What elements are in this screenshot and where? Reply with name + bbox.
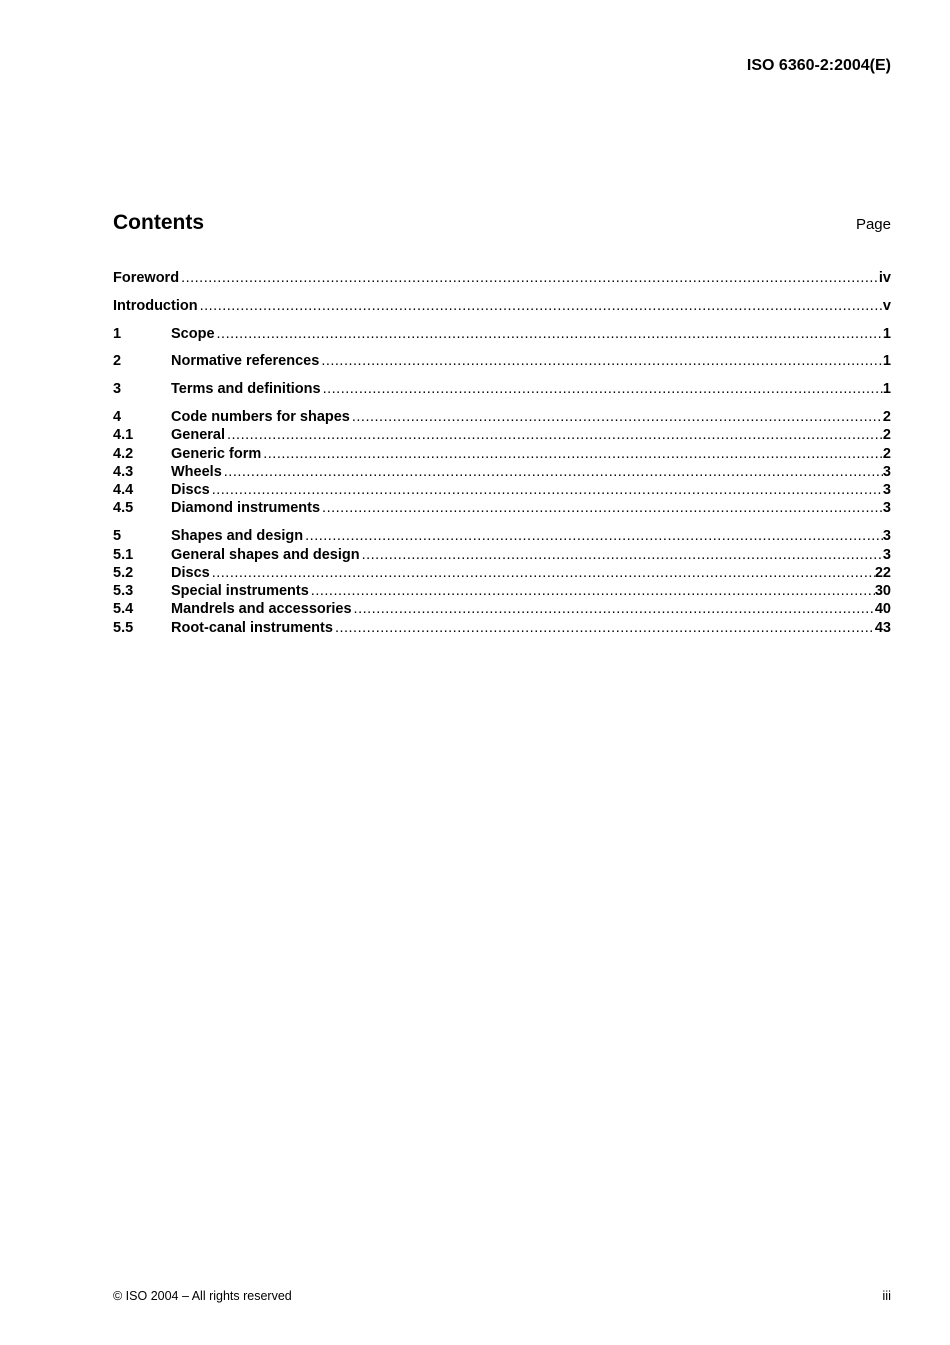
dot-leader (210, 481, 883, 499)
toc-entry-number: 4.4 (113, 482, 134, 499)
toc-entry-label: Diamond instruments (171, 500, 321, 517)
toc-entry-page: 2 (882, 445, 891, 462)
toc-entry-root-canal-instruments[interactable] (113, 619, 891, 637)
toc-entry-page: 40 (874, 601, 891, 618)
dot-leader (179, 269, 879, 287)
document-id: ISO 6360-2:2004(E) (746, 57, 891, 74)
toc-entry-number: 5.4 (113, 601, 134, 618)
table-of-contents (113, 269, 891, 637)
page-title: Contents (113, 211, 204, 234)
toc-entry-label: Code numbers for shapes (171, 408, 350, 425)
toc-entry-number: 2 (113, 353, 122, 370)
toc-entry-label: Normative references (171, 353, 320, 370)
toc-entry-number: 5.1 (113, 546, 134, 563)
toc-entry-label: Scope (171, 325, 215, 342)
toc-entry-page: 43 (874, 619, 891, 636)
dot-leader (320, 499, 883, 517)
toc-entry-label: Discs (171, 564, 210, 581)
toc-entry-normative-references[interactable] (113, 352, 891, 370)
dot-leader (309, 582, 875, 600)
toc-entry-number: 3 (113, 381, 122, 398)
toc-entry-page: iv (878, 270, 891, 286)
dot-leader (225, 426, 883, 444)
toc-entry-page: 3 (882, 528, 891, 545)
toc-entry-number: 5.3 (113, 583, 134, 600)
dot-leader (352, 600, 875, 618)
toc-entry-number: 5 (113, 528, 122, 545)
toc-entry-label: Terms and definitions (171, 381, 321, 398)
dot-leader (350, 408, 883, 426)
dot-leader (303, 527, 883, 545)
dot-leader (198, 297, 883, 315)
toc-entry-special-instruments[interactable] (113, 582, 891, 600)
dot-leader (222, 463, 883, 481)
toc-entry-code-numbers-for-shapes[interactable] (113, 408, 891, 426)
toc-entry-number: 5.2 (113, 564, 134, 581)
toc-entry-label: Wheels (171, 463, 222, 480)
toc-entry-page: 1 (882, 325, 891, 342)
footer-page-number: iii (882, 1288, 891, 1303)
toc-entry-number: 4 (113, 408, 122, 425)
dot-leader (261, 445, 883, 463)
toc-entry-label: Generic form (171, 445, 262, 462)
toc-entry-label: Special instruments (171, 583, 309, 600)
toc-entry-number: 5.5 (113, 619, 134, 636)
toc-entry-page: 22 (874, 564, 891, 581)
toc-entry-introduction[interactable] (113, 297, 891, 315)
toc-entry-page: 3 (882, 546, 891, 563)
toc-entry-foreword[interactable] (113, 269, 891, 287)
toc-entry-general-shapes-and-design[interactable] (113, 546, 891, 564)
toc-entry-label: Foreword (113, 270, 180, 286)
toc-entry-label: Discs (171, 482, 210, 499)
dot-leader (321, 380, 883, 398)
toc-entry-label: Root-canal instruments (171, 619, 333, 636)
toc-entry-label: Mandrels and accessories (171, 601, 352, 618)
toc-entry-page: 3 (882, 482, 891, 499)
toc-entry-number: 4.5 (113, 500, 134, 517)
toc-entry-terms-and-definitions[interactable] (113, 380, 891, 398)
toc-header (113, 210, 891, 236)
toc-entry-discs[interactable] (113, 481, 891, 499)
footer-copyright: © ISO 2004 – All rights reserved (113, 1289, 292, 1303)
toc-entry-number: 4.3 (113, 463, 134, 480)
toc-entry-label: Introduction (113, 297, 198, 314)
toc-entry-page: 3 (882, 463, 891, 480)
dot-leader (210, 564, 875, 582)
toc-entry-page: 30 (874, 583, 891, 600)
dot-leader (360, 546, 883, 564)
dot-leader (333, 619, 875, 637)
toc-entry-number: 1 (113, 325, 122, 342)
toc-entry-general[interactable] (113, 426, 891, 444)
toc-entry-page: 2 (882, 408, 891, 425)
toc-entry-diamond-instruments[interactable] (113, 499, 891, 517)
toc-entry-shapes-and-design[interactable] (113, 527, 891, 545)
toc-entry-mandrels-and-accessories[interactable] (113, 600, 891, 618)
toc-entry-page: v (882, 297, 891, 314)
toc-entry-generic-form[interactable] (113, 445, 891, 463)
toc-entry-scope[interactable] (113, 325, 891, 343)
toc-entry-label: General (171, 427, 225, 444)
toc-entry-page: 2 (882, 427, 891, 444)
toc-entry-discs-5-2[interactable] (113, 564, 891, 582)
page-column-label: Page (855, 216, 891, 233)
dot-leader (215, 325, 883, 343)
toc-entry-page: 1 (882, 353, 891, 370)
toc-entry-page: 1 (882, 381, 891, 398)
dot-leader (319, 352, 883, 370)
toc-entry-number: 4.1 (113, 427, 134, 444)
toc-entry-page: 3 (882, 500, 891, 517)
toc-entry-label: Shapes and design (171, 528, 304, 545)
toc-entry-wheels[interactable] (113, 463, 891, 481)
toc-entry-label: General shapes and design (171, 546, 360, 563)
toc-entry-number: 4.2 (113, 445, 134, 462)
